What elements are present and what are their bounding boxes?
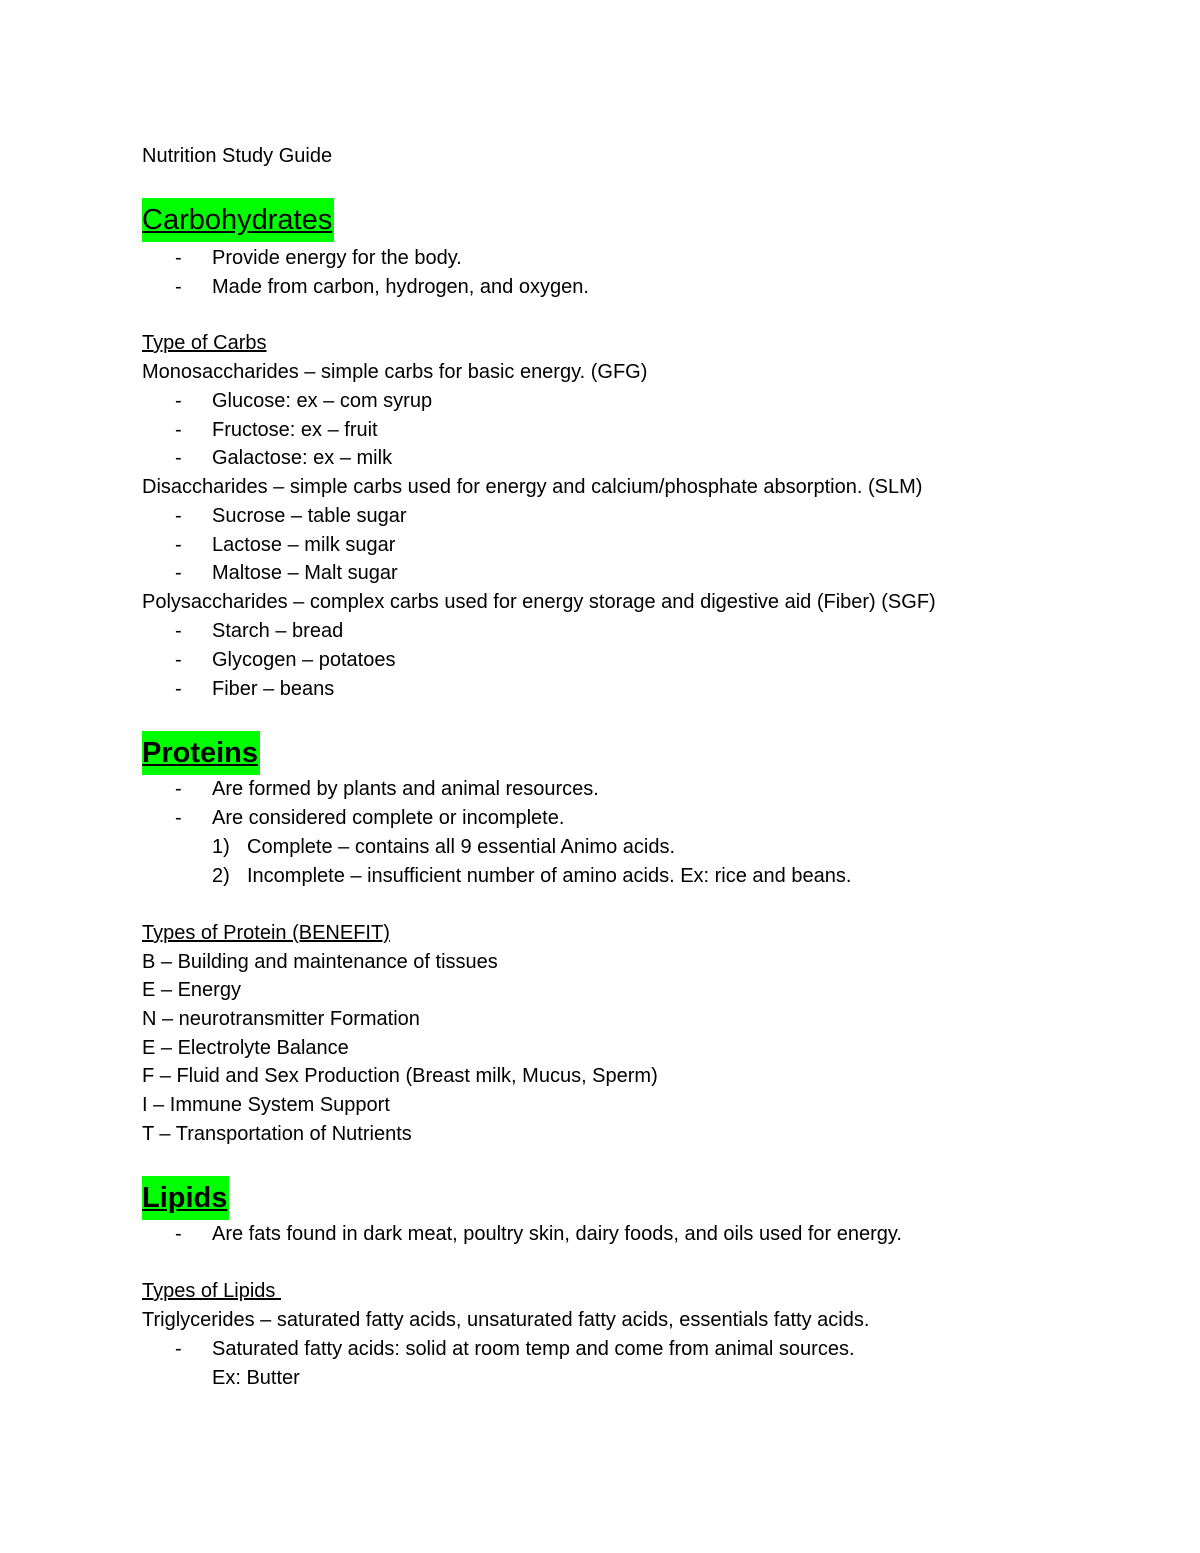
list-item: - Glycogen – potatoes <box>175 649 396 671</box>
list-item: - Sucrose – table sugar <box>175 505 407 527</box>
carbohydrates-heading: Carbohydrates <box>142 198 334 242</box>
list-item: - Are fats found in dark meat, poultry skin, dairy foods, and oils used for energy. <box>175 1223 902 1245</box>
example-line: Ex: Butter <box>212 1367 300 1389</box>
list-item: - Lactose – milk sugar <box>175 534 396 556</box>
lipids-subheading: Types of Lipids <box>142 1280 281 1302</box>
benefit-item: F – Fluid and Sex Production (Breast milk, Mucus, Sperm) <box>142 1065 658 1087</box>
proteins-subheading: Types of Protein (BENEFIT) <box>142 922 390 944</box>
proteins-heading: Proteins <box>142 731 260 775</box>
list-item: - Maltose – Malt sugar <box>175 562 398 584</box>
benefit-item: E – Energy <box>142 979 241 1001</box>
list-item: - Starch – bread <box>175 620 344 642</box>
polysaccharides-line: Polysaccharides – complex carbs used for energy storage and digestive aid (Fiber) (SGF) <box>142 591 936 613</box>
benefit-item: I – Immune System Support <box>142 1094 390 1116</box>
list-item: - Glucose: ex – com syrup <box>175 390 433 412</box>
list-item: - Made from carbon, hydrogen, and oxygen. <box>175 276 589 298</box>
lipids-heading: Lipids <box>142 1176 229 1220</box>
benefit-item: B – Building and maintenance of tissues <box>142 951 498 973</box>
triglycerides-line: Triglycerides – saturated fatty acids, unsaturated fatty acids, essentials fatty acids. <box>142 1309 870 1331</box>
carbs-subheading: Type of Carbs <box>142 332 267 354</box>
benefit-item: E – Electrolyte Balance <box>142 1037 349 1059</box>
list-item: - Are considered complete or incomplete. <box>175 807 565 829</box>
list-item: - Are formed by plants and animal resources. <box>175 778 599 800</box>
document-title: Nutrition Study Guide <box>142 145 333 167</box>
disaccharides-line: Disaccharides – simple carbs used for energy and calcium/phosphate absorption. (SLM) <box>142 476 923 498</box>
benefit-item: N – neurotransmitter Formation <box>142 1008 420 1030</box>
list-item: - Provide energy for the body. <box>175 247 462 269</box>
numbered-item: 2) Incomplete – insufficient number of amino acids. Ex: rice and beans. <box>212 865 852 887</box>
monosaccharides-line: Monosaccharides – simple carbs for basic energy. (GFG) <box>142 361 648 383</box>
numbered-item: 1) Complete – contains all 9 essential Animo acids. <box>212 836 676 858</box>
list-item: - Saturated fatty acids: solid at room temp and come from animal sources. <box>175 1338 855 1360</box>
list-item: - Fructose: ex – fruit <box>175 419 378 441</box>
list-item: - Fiber – beans <box>175 678 335 700</box>
benefit-item: T – Transportation of Nutrients <box>142 1123 412 1145</box>
list-item: - Galactose: ex – milk <box>175 447 393 469</box>
